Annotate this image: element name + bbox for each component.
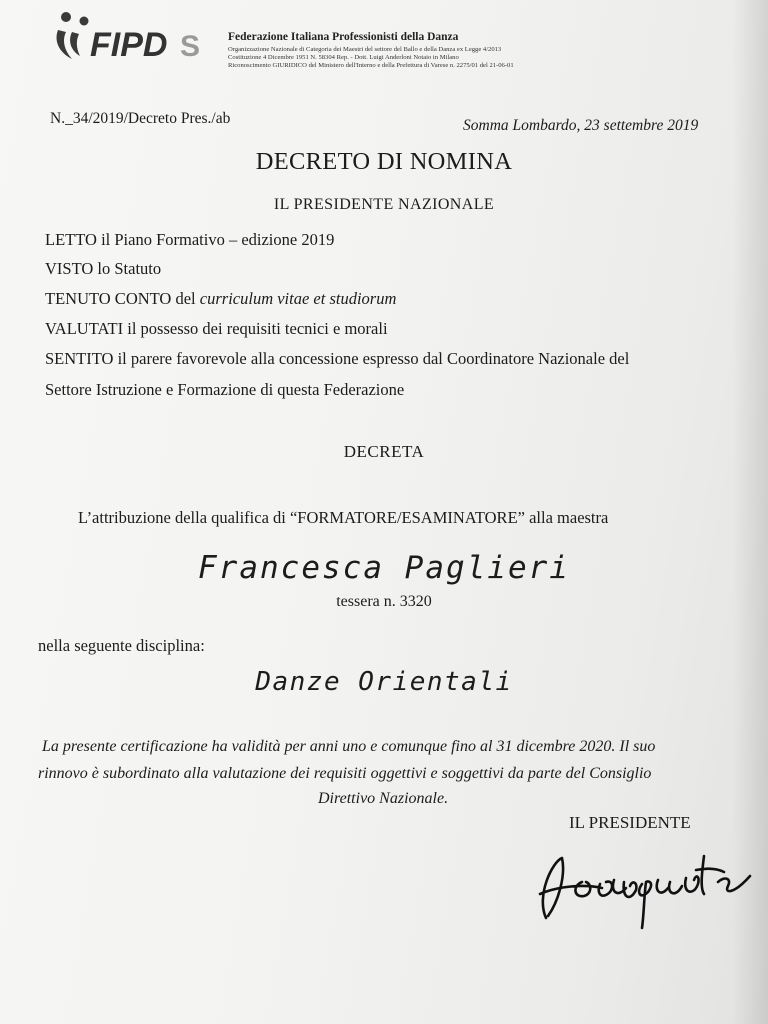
premise-line: VALUTATI il possesso dei requisiti tecnici e morali — [45, 319, 388, 338]
recipient-name: Francesca Paglieri — [198, 550, 570, 586]
discipline-name: Danze Orientali — [255, 667, 513, 697]
signatory-title: IL PRESIDENTE — [569, 813, 691, 832]
org-subtitle-line: Organizzazione Nazionale di Categoria dei Maestri del settore del Ballo e della Danza ex Legge 4/2013 — [228, 46, 502, 53]
org-name: Federazione Italiana Professionisti della Danza — [228, 31, 459, 43]
fipds-logo — [52, 4, 222, 66]
premise-line: VISTO lo Statuto — [45, 259, 162, 278]
president-signature — [518, 836, 768, 936]
svg-text:S: S — [180, 30, 201, 63]
attribution-text: L’attribuzione della qualifica di “FORMATORE/ESAMINATORE” alla maestra — [78, 508, 609, 527]
premise-line: LETTO il Piano Formativo – edizione 2019 — [45, 230, 335, 249]
place-date: Somma Lombardo, 23 settembre 2019 — [463, 117, 699, 134]
premise-line: Settore Istruzione e Formazione di questa Federazione — [45, 380, 405, 399]
org-subtitle-line: Riconoscimento GIURIDICO del Ministero dell'Interno e della Prefettura di Varese n. 2275/01 del 21-06-01 — [228, 62, 514, 69]
protocol-number: N._34/2019/Decreto Pres./ab — [50, 110, 231, 127]
decree-heading: DECRETA — [343, 442, 425, 461]
certification-line: La presente certificazione ha validità per anni uno e comunque fino al 31 dicembre 2020. Il suo — [42, 738, 656, 755]
document-title: DECRETO DI NOMINA — [255, 148, 513, 175]
premise-line: TENUTO CONTO del curriculum vitae et studiorum — [45, 289, 397, 308]
membership-number: tessera n. 3320 — [336, 593, 432, 610]
certification-line: Direttivo Nazionale. — [318, 790, 449, 807]
org-subtitle-line: Costituzione 4 Dicembre 1951 N. 58304 Rep. - Dott. Luigi Anderloni Notaio in Milano — [228, 54, 459, 61]
document-subtitle: IL PRESIDENTE NAZIONALE — [273, 196, 495, 213]
premise-line: SENTITO il parere favorevole alla concessione espresso dal Coordinatore Nazionale del — [45, 349, 630, 368]
certification-line: rinnovo è subordinato alla valutazione dei requisiti oggettivi e soggettivi da parte del Consiglio — [38, 765, 652, 782]
svg-text:FIPD: FIPD — [90, 26, 168, 64]
discipline-label: nella seguente disciplina: — [38, 636, 205, 655]
letterhead — [52, 4, 612, 74]
page-edge-shadow — [732, 0, 768, 1024]
